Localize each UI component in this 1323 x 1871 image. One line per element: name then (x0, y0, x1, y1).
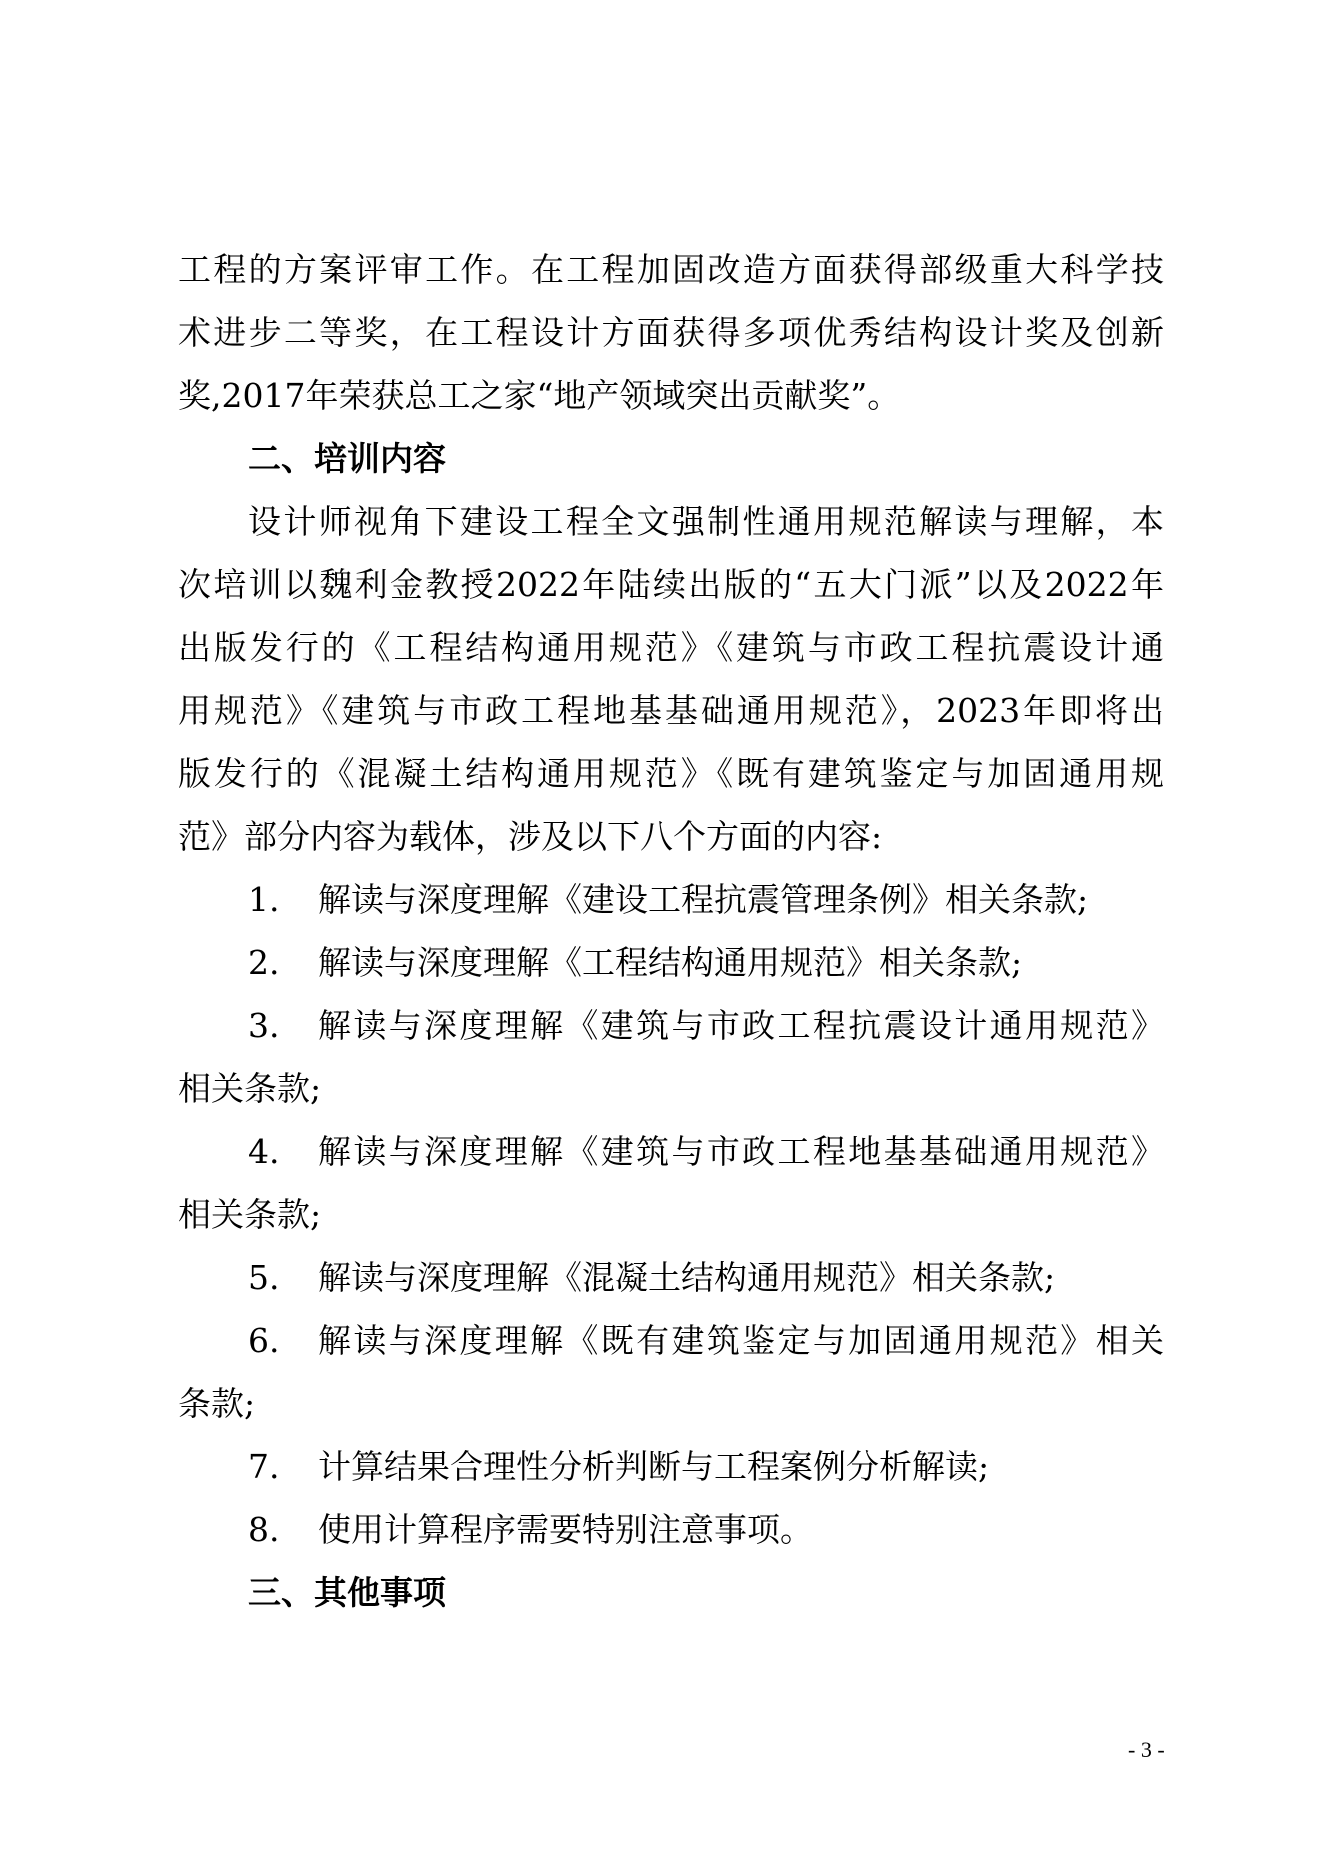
list-item: 解读与深度理解《建设工程抗震管理条例》相关条款; (318, 880, 1089, 919)
list-item-continuation: 相关条款; (178, 1195, 322, 1234)
list-item-number: 1. (248, 880, 280, 919)
paragraph-line: 奖,2017年荣获总工之家“地产领域突出贡献奖”。 (178, 376, 901, 415)
list-item: 计算结果合理性分析判断与工程案例分析解读; (318, 1447, 990, 1486)
list-item: 解读与深度理解《建筑与市政工程地基基础通用规范》 (318, 1132, 1164, 1171)
list-item-number: 7. (248, 1447, 280, 1486)
list-item-continuation: 条款; (178, 1384, 256, 1423)
list-item-number: 8. (248, 1510, 280, 1549)
list-item-number: 6. (248, 1321, 280, 1360)
list-item-number: 4. (248, 1132, 280, 1171)
paragraph-line: 出版发行的《工程结构通用规范》《建筑与市政工程抗震设计通 (178, 628, 1164, 667)
paragraph-line: 工程的方案评审工作。在工程加固改造方面获得部级重大科学技 (178, 250, 1164, 289)
list-item: 解读与深度理解《混凝土结构通用规范》相关条款; (318, 1258, 1056, 1297)
list-item: 解读与深度理解《工程结构通用规范》相关条款; (318, 943, 1023, 982)
list-item-number: 2. (248, 943, 280, 982)
paragraph-line: 术进步二等奖，在工程设计方面获得多项优秀结构设计奖及创新 (178, 313, 1164, 352)
paragraph-line: 设计师视角下建设工程全文强制性通用规范解读与理解，本 (248, 502, 1164, 541)
paragraph-line: 次培训以魏利金教授2022年陆续出版的“五大门派”以及2022年 (178, 565, 1164, 604)
paragraph-line: 范》部分内容为载体，涉及以下八个方面的内容: (178, 817, 883, 856)
paragraph-line: 用规范》《建筑与市政工程地基基础通用规范》，2023年即将出 (178, 691, 1164, 730)
list-item-number: 3. (248, 1006, 280, 1045)
page-number: - 3 - (1128, 1737, 1165, 1762)
section-heading: 二、培训内容 (248, 439, 446, 478)
list-item-continuation: 相关条款; (178, 1069, 322, 1108)
list-item: 使用计算程序需要特别注意事项。 (318, 1510, 813, 1549)
list-item: 解读与深度理解《既有建筑鉴定与加固通用规范》相关 (318, 1321, 1164, 1360)
list-item: 解读与深度理解《建筑与市政工程抗震设计通用规范》 (318, 1006, 1164, 1045)
paragraph-line: 版发行的《混凝土结构通用规范》《既有建筑鉴定与加固通用规 (178, 754, 1164, 793)
section-heading: 三、其他事项 (248, 1573, 446, 1612)
list-item-number: 5. (248, 1258, 280, 1297)
